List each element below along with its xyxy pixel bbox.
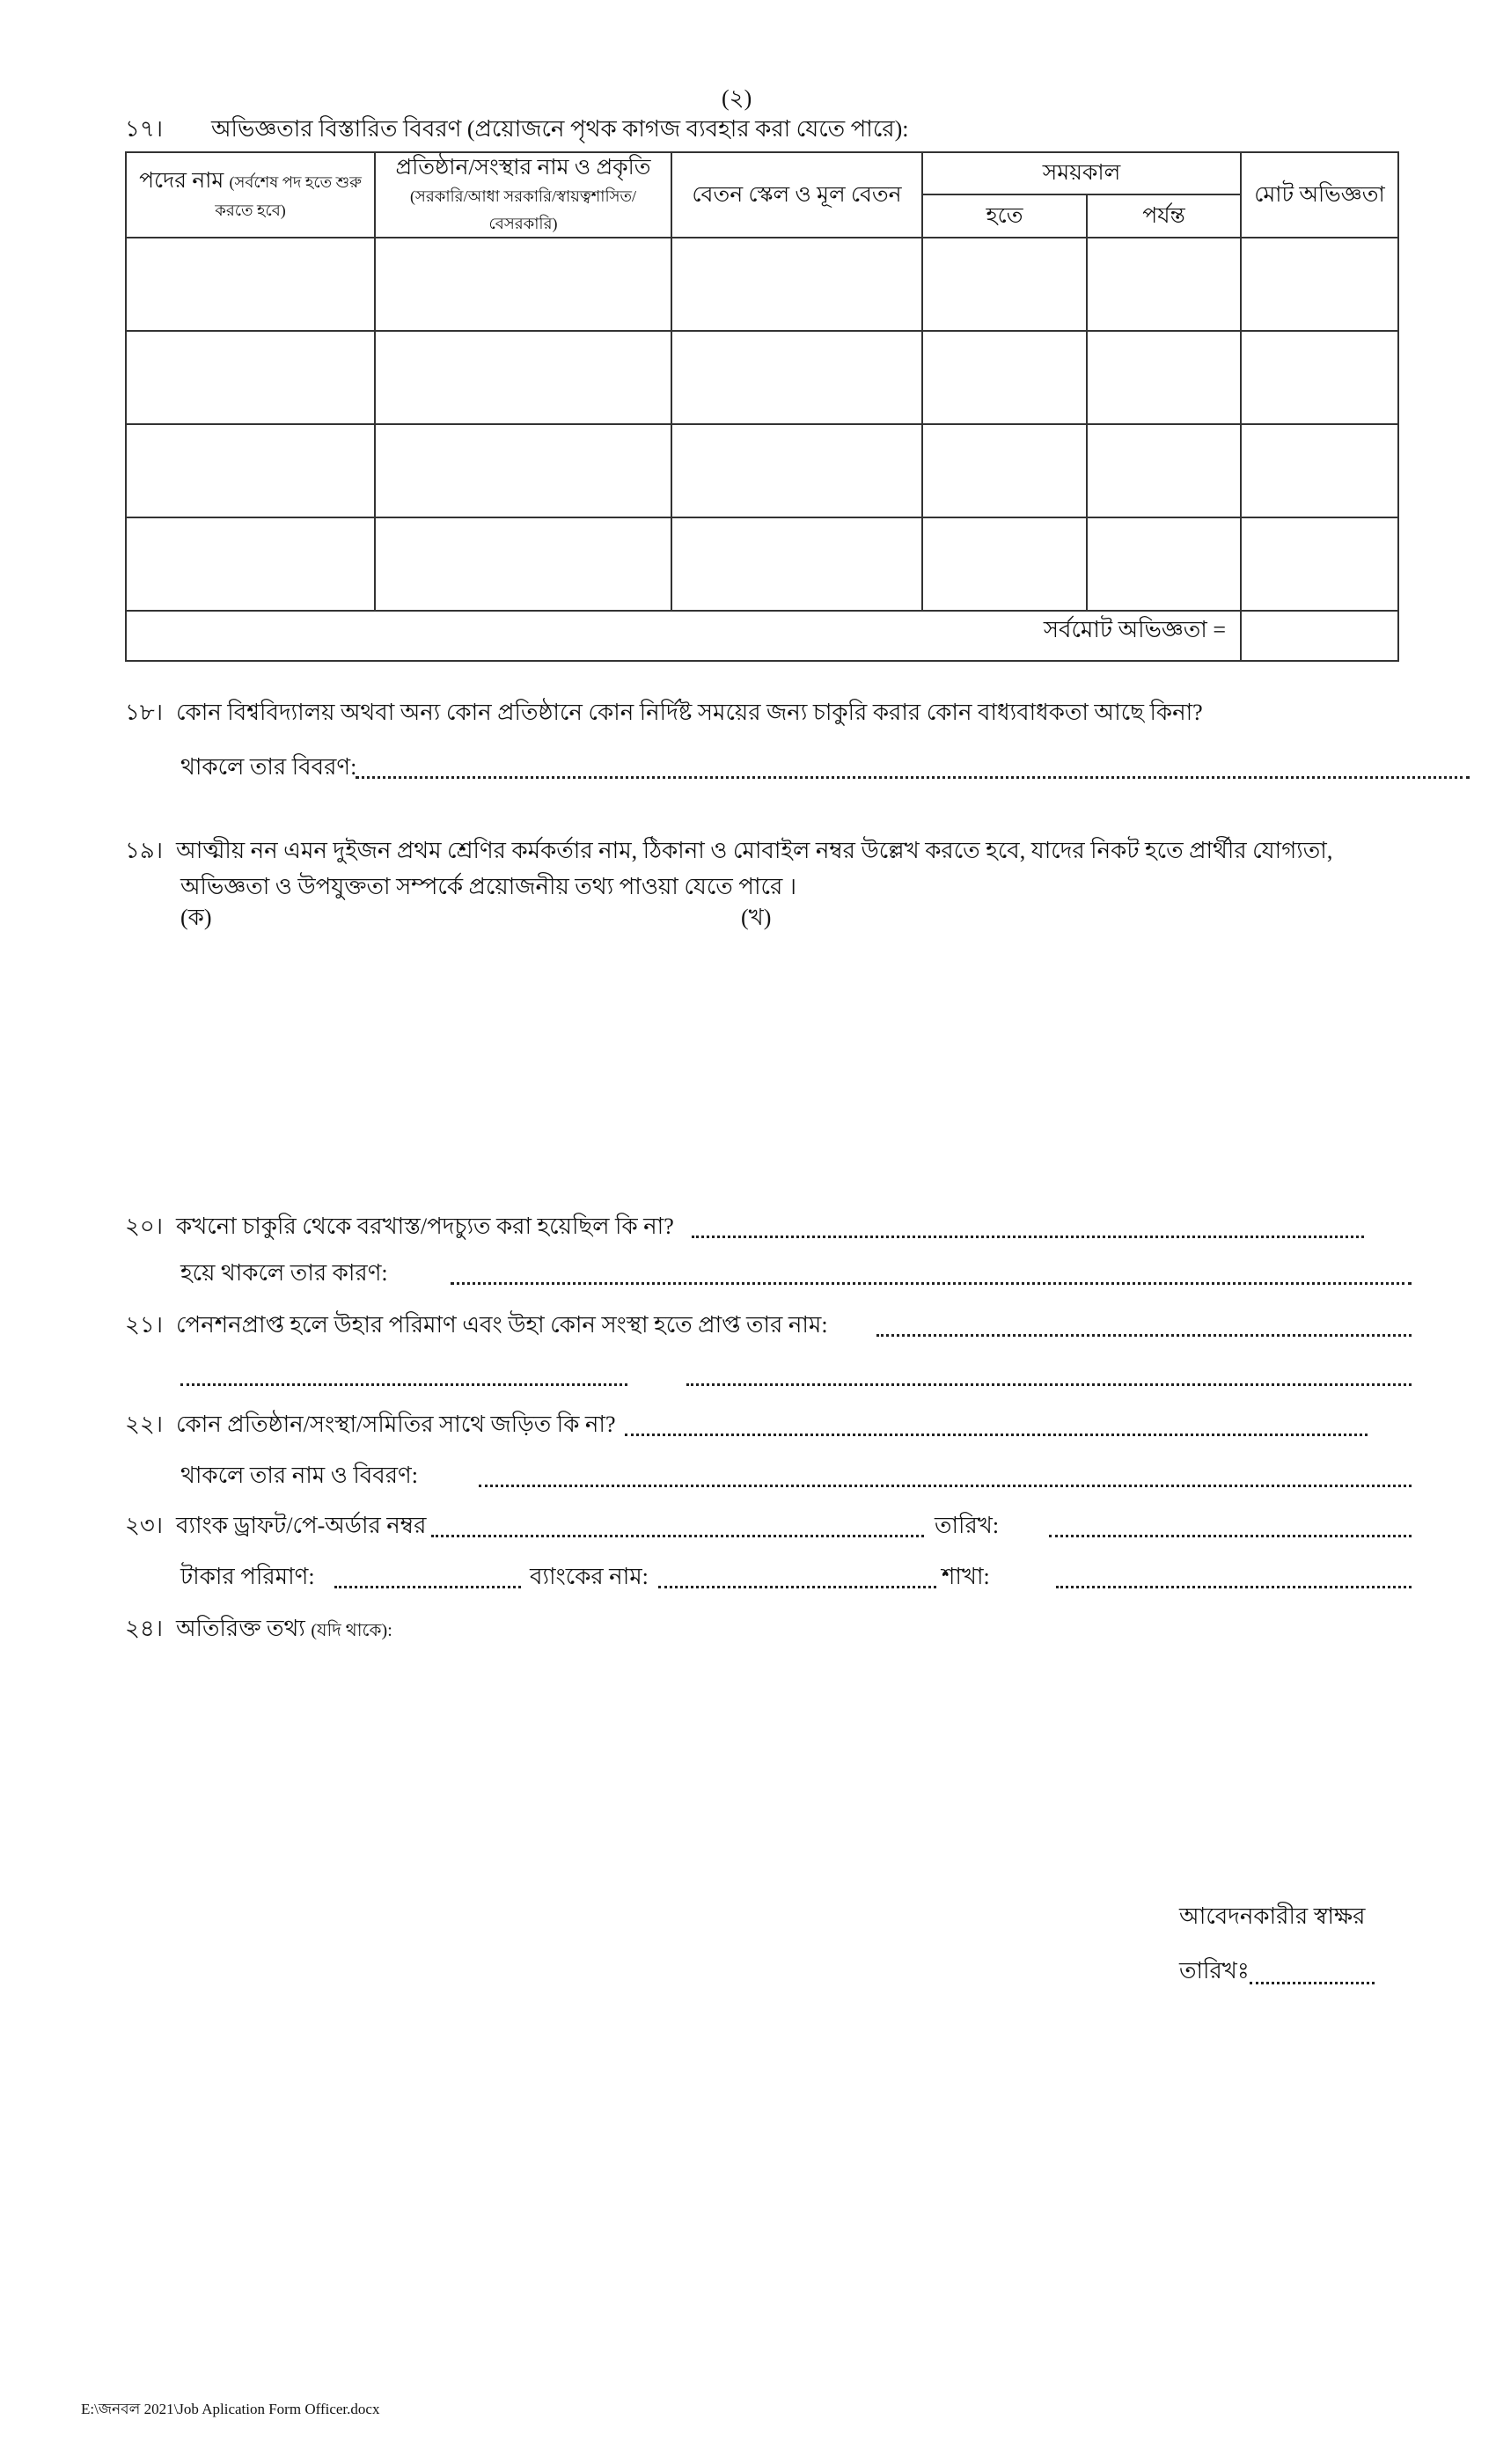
cell-org[interactable] — [375, 424, 671, 517]
q23-amount-field[interactable] — [334, 1586, 521, 1588]
q18-detail-label: থাকলে তার বিবরণ: — [180, 754, 357, 780]
q23-amount-label: টাকার পরিমাণ: — [180, 1564, 315, 1589]
q21-field-2[interactable] — [180, 1383, 627, 1386]
q17-title: অভিজ্ঞতার বিস্তারিত বিবরণ (প্রয়োজনে পৃথক কাগজ ব্যবহার করা যেতে পারে): — [211, 116, 909, 142]
cell-to[interactable] — [1087, 424, 1241, 517]
q17-number: ১৭। — [125, 116, 164, 142]
cell-pay[interactable] — [671, 517, 922, 611]
header-total-experience: মোট অভিজ্ঞতা — [1241, 152, 1398, 238]
q20-answer-field[interactable] — [692, 1236, 1364, 1238]
page-number: (২) — [722, 85, 752, 111]
q24-text: অতিরিক্ত তথ্য (যদি থাকে): — [176, 1616, 392, 1641]
q22-detail-label: থাকলে তার নাম ও বিবরণ: — [180, 1463, 418, 1488]
header-period: সময়কাল — [922, 152, 1241, 194]
grand-total-row — [126, 611, 1398, 661]
table-row — [126, 238, 1398, 331]
q23-number: ২৩। — [125, 1513, 164, 1538]
cell-from[interactable] — [922, 517, 1087, 611]
cell-total[interactable] — [1241, 517, 1398, 611]
grand-total-value[interactable] — [1241, 611, 1398, 661]
q22-answer-field[interactable] — [625, 1434, 1368, 1436]
q19-ref-a: (ক) — [180, 905, 212, 930]
q20-reason-label: হয়ে থাকলে তার কারণ: — [180, 1260, 388, 1286]
q23-bank-label: ব্যাংকের নাম: — [530, 1564, 649, 1589]
cell-from[interactable] — [922, 238, 1087, 331]
q21-field-3[interactable] — [686, 1383, 1412, 1386]
q18-text: কোন বিশ্ববিদ্যালয় অথবা অন্য কোন প্রতিষ্ঠানে কোন নির্দিষ্ট সময়ের জন্য চাকুরি করার কোন বাধ্যবাধকতা আছে কিনা? — [176, 700, 1203, 725]
header-to: পর্যন্ত — [1087, 194, 1241, 238]
cell-post[interactable] — [126, 517, 375, 611]
q18-detail-field[interactable] — [356, 776, 1470, 779]
cell-from[interactable] — [922, 331, 1087, 424]
applicant-signature-label: আবেদনকারীর স্বাক্ষর — [1179, 1903, 1366, 1929]
footer-file-path: E:\জনবল 2021\Job Aplication Form Officer.docx — [81, 2401, 380, 2417]
q23-draft-label: ব্যাংক ড্রাফট/পে-অর্ডার নম্বর — [176, 1513, 427, 1538]
q19-ref-b: (খ) — [741, 905, 772, 930]
q22-detail-field[interactable] — [479, 1485, 1412, 1487]
q23-branch-label: শাখা: — [942, 1564, 990, 1589]
q20-number: ২০। — [125, 1214, 164, 1239]
cell-post[interactable] — [126, 424, 375, 517]
table-row — [126, 331, 1398, 424]
q24-number: ২৪। — [125, 1616, 164, 1641]
q19-number: ১৯। — [125, 838, 164, 863]
cell-pay[interactable] — [671, 238, 922, 331]
q20-text: কখনো চাকুরি থেকে বরখাস্ত/পদচ্যুত করা হয়েছিল কি না? — [176, 1214, 674, 1239]
cell-pay[interactable] — [671, 331, 922, 424]
cell-to[interactable] — [1087, 517, 1241, 611]
experience-table — [125, 151, 1399, 662]
cell-org[interactable] — [375, 331, 671, 424]
header-pay-scale: বেতন স্কেল ও মূল বেতন — [671, 152, 922, 238]
cell-from[interactable] — [922, 424, 1087, 517]
q21-number: ২১। — [125, 1312, 164, 1338]
header-from: হতে — [922, 194, 1087, 238]
q23-branch-field[interactable] — [1056, 1586, 1412, 1588]
signature-date-field[interactable] — [1250, 1982, 1375, 1984]
cell-post[interactable] — [126, 238, 375, 331]
grand-total-label: সর্বমোট অভিজ্ঞতা = — [126, 611, 1241, 661]
cell-pay[interactable] — [671, 424, 922, 517]
table-row — [126, 517, 1398, 611]
header-post-name: পদের নাম (সর্বশেষ পদ হতে শুরু করতে হবে) — [126, 152, 375, 238]
header-org-name: প্রতিষ্ঠান/সংস্থার নাম ও প্রকৃতি (সরকারি/আধা সরকারি/স্বায়ত্বশাসিত/ বেসরকারি) — [375, 152, 671, 238]
q22-number: ২২। — [125, 1412, 164, 1437]
q19-text-line2: অভিজ্ঞতা ও উপযুক্ততা সম্পর্কে প্রয়োজনীয় তথ্য পাওয়া যেতে পারে । — [180, 874, 797, 899]
cell-total[interactable] — [1241, 331, 1398, 424]
q21-amount-field[interactable] — [876, 1334, 1412, 1337]
q23-draft-number-field[interactable] — [431, 1535, 924, 1537]
signature-date-label: তারিখঃ — [1179, 1958, 1250, 1984]
q22-text: কোন প্রতিষ্ঠান/সংস্থা/সমিতির সাথে জড়িত কি না? — [176, 1412, 616, 1437]
cell-org[interactable] — [375, 238, 671, 331]
cell-to[interactable] — [1087, 331, 1241, 424]
cell-post[interactable] — [126, 331, 375, 424]
q23-bank-field[interactable] — [658, 1586, 936, 1588]
q18-number: ১৮। — [125, 700, 164, 725]
cell-to[interactable] — [1087, 238, 1241, 331]
q23-date-label: তারিখ: — [935, 1513, 1000, 1538]
q21-text: পেনশনপ্রাপ্ত হলে উহার পরিমাণ এবং উহা কোন সংস্থা হতে প্রাপ্ত তার নাম: — [176, 1312, 828, 1338]
table-row — [126, 424, 1398, 517]
cell-total[interactable] — [1241, 238, 1398, 331]
cell-org[interactable] — [375, 517, 671, 611]
q20-reason-field[interactable] — [451, 1282, 1412, 1285]
q23-date-field[interactable] — [1049, 1535, 1412, 1537]
cell-total[interactable] — [1241, 424, 1398, 517]
q19-text-line1: আত্মীয় নন এমন দুইজন প্রথম শ্রেণির কর্মকর্তার নাম, ঠিকানা ও মোবাইল নম্বর উল্লেখ করতে হবে, যাদের নিকট হতে প্রার্থীর যোগ্যতা, — [176, 838, 1333, 863]
